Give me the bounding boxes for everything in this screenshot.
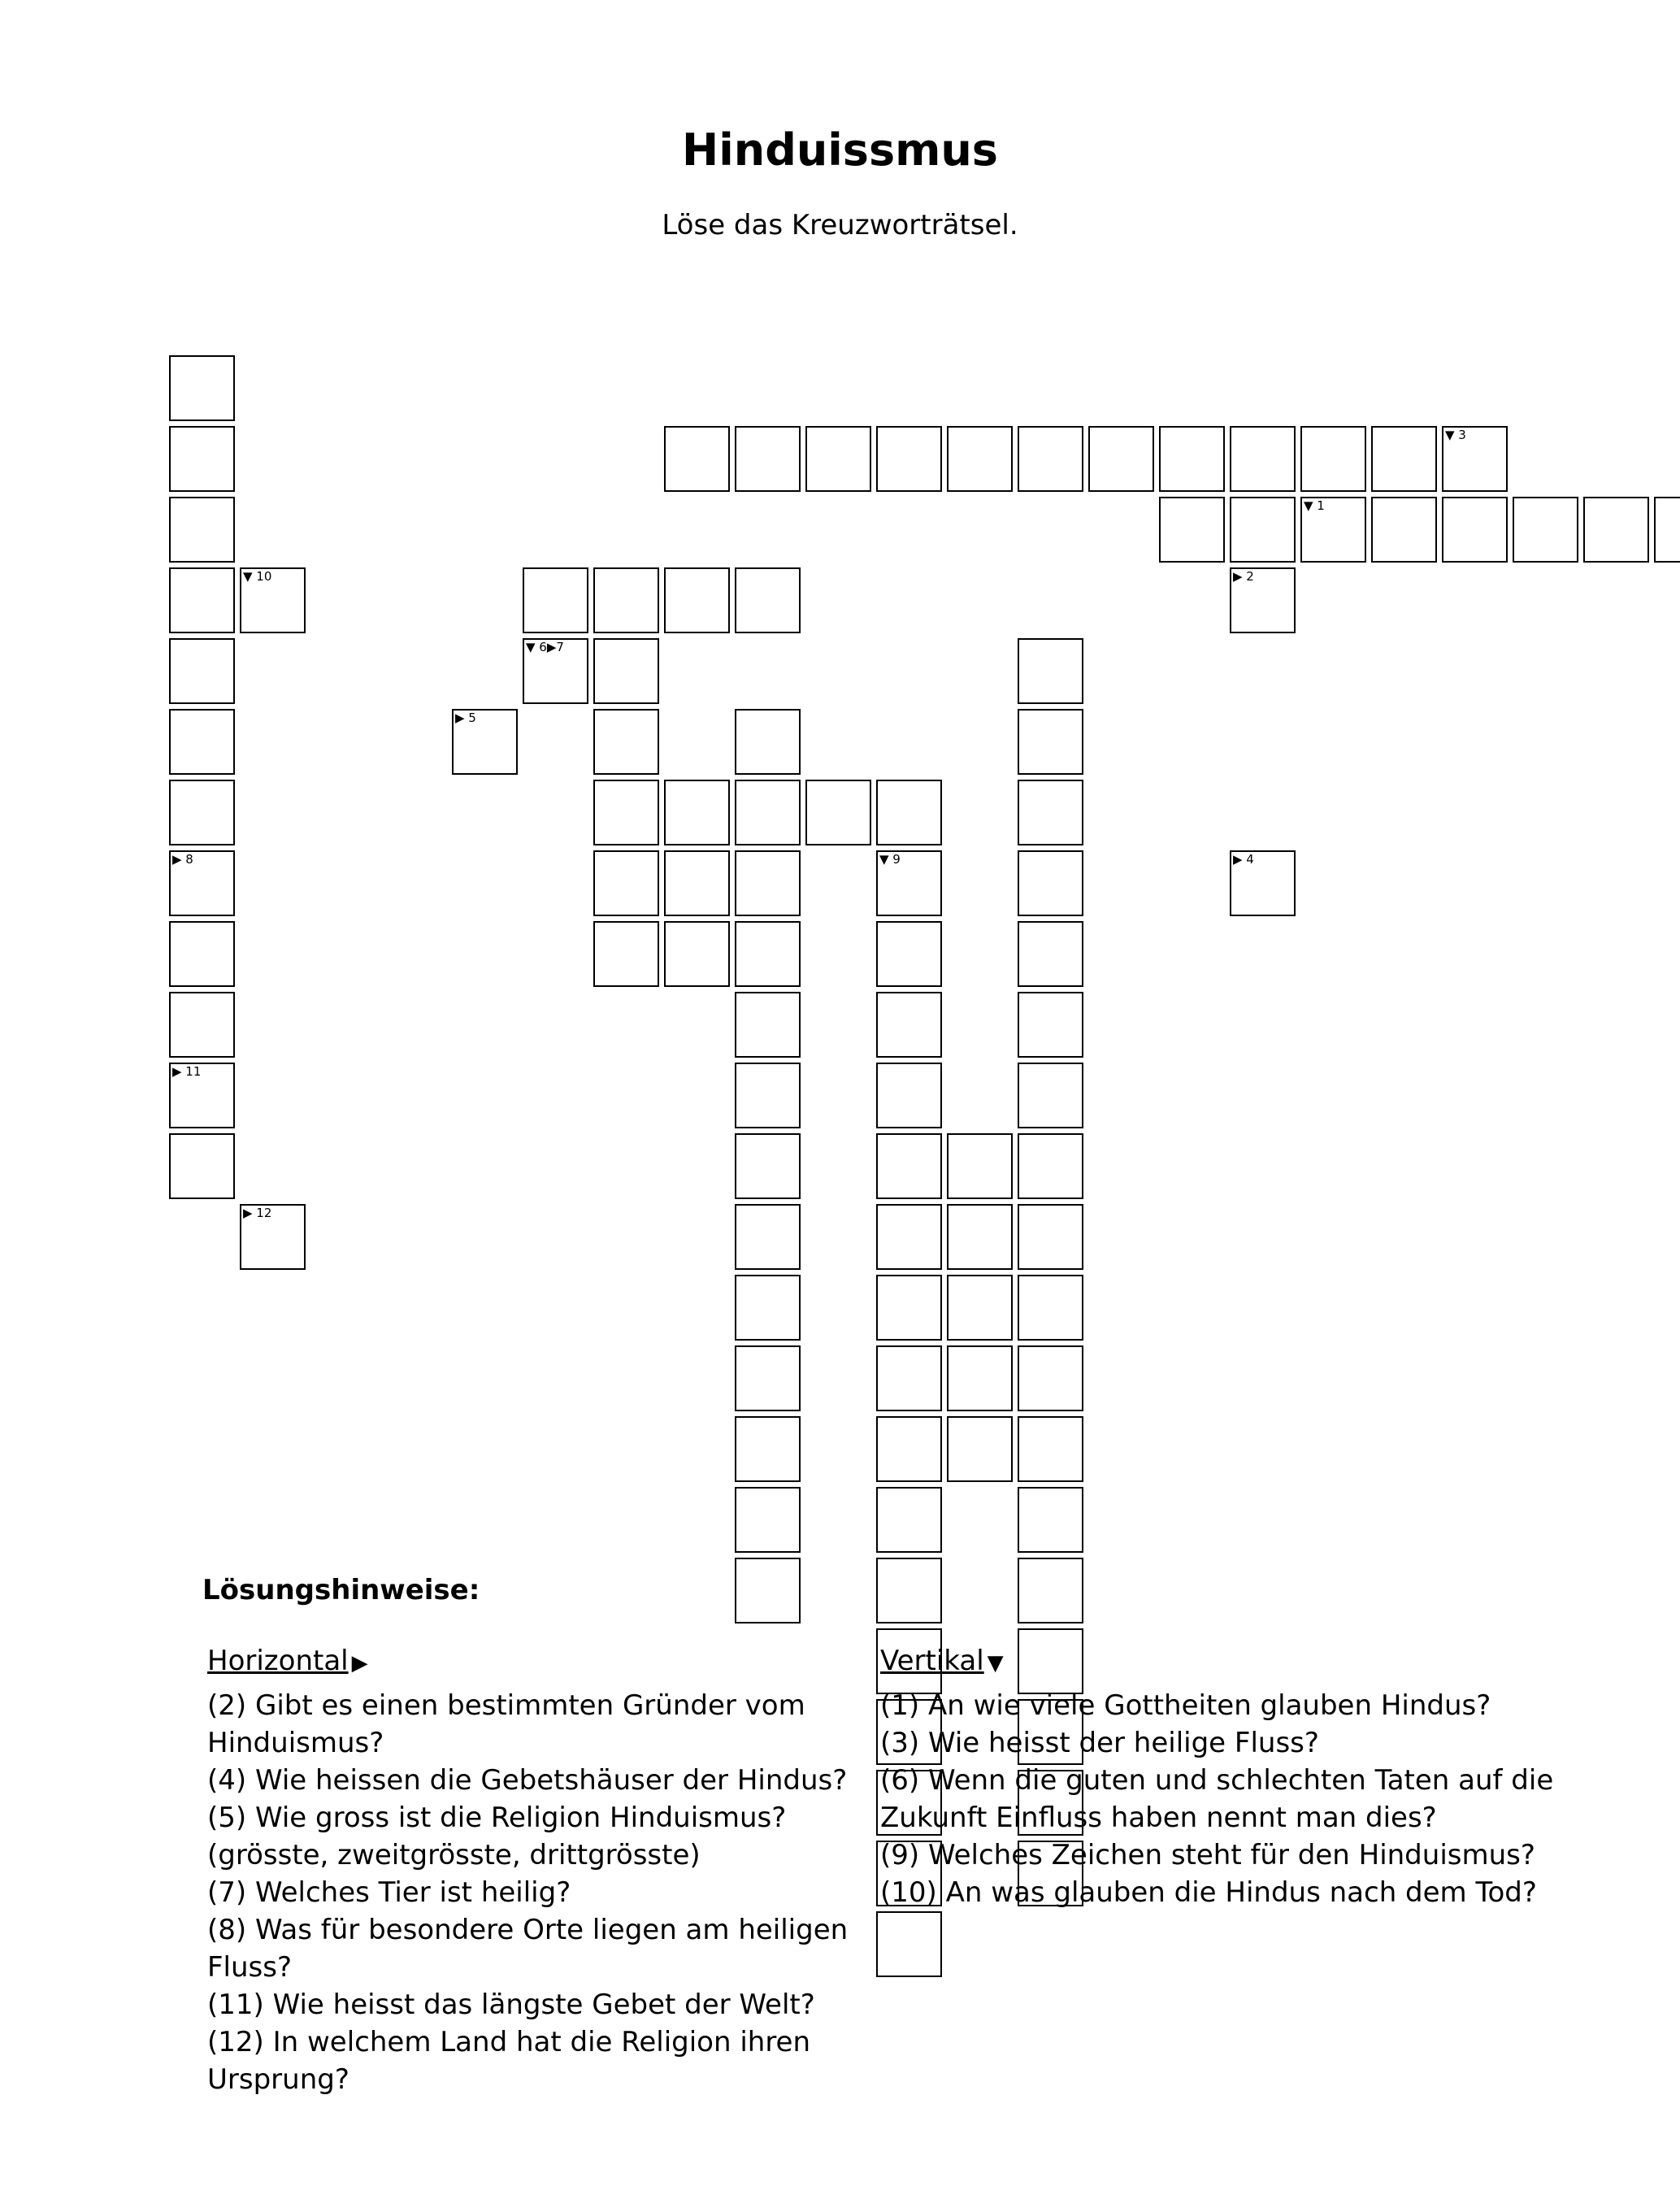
crossword-clue-cell xyxy=(240,1204,306,1270)
crossword-cell[interactable] xyxy=(593,850,659,916)
clue-number-label: ▶ 4 xyxy=(1233,852,1254,867)
crossword-cell[interactable] xyxy=(664,850,730,916)
crossword-cell[interactable] xyxy=(735,1204,801,1270)
crossword-cell[interactable] xyxy=(735,850,801,916)
crossword-cell[interactable] xyxy=(1230,426,1296,492)
crossword-cell[interactable] xyxy=(1018,1063,1083,1128)
crossword-clue-cell xyxy=(452,709,518,775)
crossword-cell[interactable] xyxy=(947,1416,1013,1482)
crossword-cell[interactable] xyxy=(876,780,942,845)
crossword-cell[interactable] xyxy=(593,780,659,845)
crossword-cell[interactable] xyxy=(169,497,235,563)
clue-number-label: ▶ 5 xyxy=(455,711,476,725)
crossword-cell[interactable] xyxy=(876,1487,942,1553)
crossword-cell[interactable] xyxy=(1230,497,1296,563)
crossword-cell[interactable] xyxy=(876,1558,942,1623)
clue-number-label: ▼ 6▶7 xyxy=(526,640,564,654)
crossword-cell[interactable] xyxy=(735,992,801,1058)
clue-across-4: (4) Wie heissen die Gebetshäuser der Hindus? xyxy=(207,1764,848,1797)
crossword-cell[interactable] xyxy=(1018,1416,1083,1482)
crossword-cell[interactable] xyxy=(1442,497,1508,563)
crossword-cell[interactable] xyxy=(876,921,942,987)
clue-number-label: ▼ 9 xyxy=(879,852,901,867)
crossword-cell[interactable] xyxy=(523,638,588,704)
hints-title: Lösungshinweise: xyxy=(202,1574,480,1606)
crossword-cell[interactable] xyxy=(1442,426,1508,492)
clue-down-1: (1) An wie viele Gottheiten glauben Hindus? xyxy=(880,1689,1491,1722)
crossword-cell[interactable] xyxy=(876,1911,942,1977)
clue-down-6: (6) Wenn die guten und schlechten Taten auf die Zukunft Einfluss haben nennt man dies? xyxy=(880,1764,1554,1834)
crossword-cell[interactable] xyxy=(1300,497,1366,563)
crossword-cell[interactable] xyxy=(1018,1204,1083,1270)
crossword-clue-cell xyxy=(1230,567,1296,633)
right-arrow-icon: ▶ xyxy=(351,1651,368,1676)
crossword-cell[interactable] xyxy=(1371,497,1437,563)
crossword-cell[interactable] xyxy=(735,1275,801,1341)
crossword-cell[interactable] xyxy=(876,1204,942,1270)
horizontal-heading xyxy=(207,1642,874,1682)
crossword-cell[interactable] xyxy=(169,1133,235,1199)
crossword-cell[interactable] xyxy=(735,1558,801,1623)
clue-number-label: ▼ 3 xyxy=(1445,428,1466,442)
crossword-cell[interactable] xyxy=(523,567,588,633)
crossword-cell[interactable] xyxy=(876,850,942,916)
crossword-cell[interactable] xyxy=(876,1063,942,1128)
crossword-cell[interactable] xyxy=(1583,497,1649,563)
vertical-heading xyxy=(880,1642,1660,1682)
crossword-cell[interactable] xyxy=(1159,497,1225,563)
crossword-cell[interactable] xyxy=(1371,426,1437,492)
crossword-cell[interactable] xyxy=(169,638,235,704)
crossword-cell[interactable] xyxy=(876,1133,942,1199)
crossword-cell[interactable] xyxy=(664,426,730,492)
clue-across-5: (5) Wie gross ist die Religion Hinduismus? (grösste, zweitgrösste, drittgrösste) xyxy=(207,1802,787,1871)
crossword-cell[interactable] xyxy=(1159,426,1225,492)
crossword-cell[interactable] xyxy=(169,426,235,492)
crossword-cell[interactable] xyxy=(1018,426,1083,492)
horizontal-clues-column xyxy=(207,1642,874,2098)
clue-number-label: ▼ 10 xyxy=(243,569,272,584)
clue-across-11: (11) Wie heisst das längste Gebet der Welt? xyxy=(207,1989,815,2021)
crossword-cell[interactable] xyxy=(593,638,659,704)
crossword-cell[interactable] xyxy=(735,709,801,775)
crossword-clue-cell xyxy=(1230,850,1296,916)
crossword-cell[interactable] xyxy=(876,1345,942,1411)
crossword-cell[interactable] xyxy=(1018,1345,1083,1411)
crossword-cell[interactable] xyxy=(1018,780,1083,845)
clue-number-label: ▶ 11 xyxy=(172,1064,202,1079)
crossword-cell[interactable] xyxy=(735,921,801,987)
crossword-cell[interactable] xyxy=(169,992,235,1058)
clue-across-12: (12) In welchem Land hat die Religion ihren Ursprung? xyxy=(207,2026,811,2096)
crossword-clue-cell xyxy=(240,567,306,633)
clue-number-label: ▶ 2 xyxy=(1233,569,1254,584)
crossword-cell[interactable] xyxy=(169,780,235,845)
crossword-cell[interactable] xyxy=(735,780,801,845)
crossword-cell[interactable] xyxy=(1513,497,1578,563)
crossword-cell[interactable] xyxy=(735,1416,801,1482)
crossword-cell[interactable] xyxy=(735,1487,801,1553)
clue-number-label: ▼ 1 xyxy=(1304,498,1325,513)
crossword-cell[interactable] xyxy=(876,426,942,492)
crossword-cell[interactable] xyxy=(1018,709,1083,775)
crossword-cell[interactable] xyxy=(169,567,235,633)
crossword-cell[interactable] xyxy=(593,567,659,633)
crossword-cell[interactable] xyxy=(1088,426,1154,492)
crossword-cell[interactable] xyxy=(735,1345,801,1411)
crossword-cell[interactable] xyxy=(735,567,801,633)
crossword-cell[interactable] xyxy=(947,426,1013,492)
crossword-cell[interactable] xyxy=(876,1416,942,1482)
crossword-cell[interactable] xyxy=(947,1204,1013,1270)
crossword-cell[interactable] xyxy=(876,992,942,1058)
clue-down-10: (10) An was glauben die Hindus nach dem Tod? xyxy=(880,1876,1537,1909)
crossword-cell[interactable] xyxy=(664,921,730,987)
crossword-cell[interactable] xyxy=(735,426,801,492)
clue-across-2: (2) Gibt es einen bestimmten Gründer vom Hinduismus? xyxy=(207,1689,805,1759)
crossword-cell[interactable] xyxy=(1018,850,1083,916)
clue-down-3: (3) Wie heisst der heilige Fluss? xyxy=(880,1727,1319,1759)
crossword-cell[interactable] xyxy=(1018,1133,1083,1199)
crossword-cell[interactable] xyxy=(1018,921,1083,987)
crossword-cell[interactable] xyxy=(1018,638,1083,704)
clue-number-label: ▶ 8 xyxy=(172,852,193,867)
crossword-cell[interactable] xyxy=(735,1063,801,1128)
crossword-cell[interactable] xyxy=(1018,1487,1083,1553)
horizontal-heading-label: Horizontal xyxy=(207,1645,349,1677)
crossword-cell[interactable] xyxy=(735,1133,801,1199)
page-subtitle: Löse das Kreuzworträtsel. xyxy=(662,209,1018,241)
crossword-cell[interactable] xyxy=(947,1133,1013,1199)
crossword-cell[interactable] xyxy=(1018,992,1083,1058)
crossword-cell[interactable] xyxy=(169,355,235,421)
clue-down-9: (9) Welches Zeichen steht für den Hinduismus? xyxy=(880,1839,1535,1871)
crossword-cell[interactable] xyxy=(664,567,730,633)
crossword-cell[interactable] xyxy=(947,1345,1013,1411)
crossword-cell[interactable] xyxy=(876,1275,942,1341)
vertical-heading-label: Vertikal xyxy=(880,1645,984,1677)
crossword-cell[interactable] xyxy=(1018,1558,1083,1623)
crossword-cell[interactable] xyxy=(593,921,659,987)
crossword-cell[interactable] xyxy=(593,709,659,775)
crossword-cell[interactable] xyxy=(1018,1275,1083,1341)
crossword-cell[interactable] xyxy=(169,709,235,775)
crossword-cell[interactable] xyxy=(805,780,871,845)
vertical-clues-column xyxy=(880,1642,1660,1911)
crossword-cell[interactable] xyxy=(169,921,235,987)
crossword-cell[interactable] xyxy=(169,850,235,916)
clue-across-8: (8) Was für besondere Orte liegen am heiligen Fluss? xyxy=(207,1914,849,1984)
clue-across-7: (7) Welches Tier ist heilig? xyxy=(207,1876,571,1909)
crossword-cell[interactable] xyxy=(664,780,730,845)
crossword-cell[interactable] xyxy=(169,1063,235,1128)
crossword-cell[interactable] xyxy=(947,1275,1013,1341)
down-arrow-icon: ▼ xyxy=(987,1651,1004,1676)
crossword-cell[interactable] xyxy=(1300,426,1366,492)
page-title: Hinduissmus xyxy=(682,124,998,176)
crossword-cell[interactable] xyxy=(1654,497,1680,563)
crossword-cell[interactable] xyxy=(805,426,871,492)
clue-number-label: ▶ 12 xyxy=(243,1206,272,1220)
